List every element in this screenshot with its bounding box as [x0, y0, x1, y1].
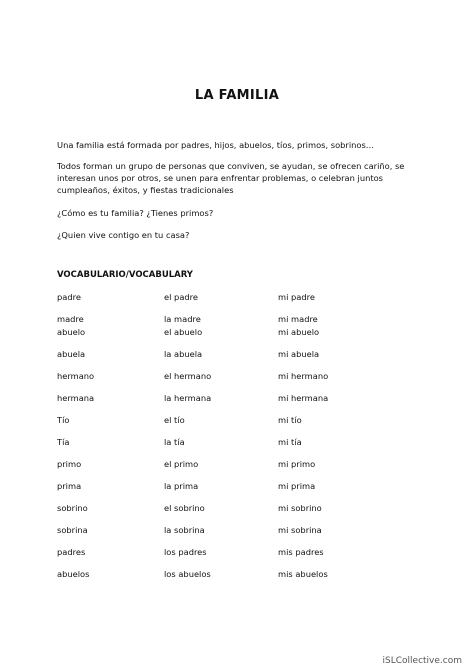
vocab-row — [0, 415, 474, 427]
vocab-row — [0, 327, 474, 339]
vocab-with-article: el primo — [164, 459, 199, 469]
vocab-row — [0, 503, 474, 515]
vocab-with-possessive: mis padres — [278, 547, 324, 557]
vocab-word: sobrina — [57, 525, 88, 535]
vocab-with-possessive: mis abuelos — [278, 569, 328, 579]
vocab-with-article: la madre — [164, 314, 201, 324]
vocab-with-possessive: mi sobrina — [278, 525, 322, 535]
page-title: LA FAMILIA — [194, 88, 280, 103]
vocab-row — [0, 314, 474, 326]
vocab-word: hermano — [57, 371, 95, 381]
vocab-with-possessive: mi madre — [278, 314, 318, 324]
vocab-with-article: el sobrino — [164, 503, 205, 513]
vocab-with-possessive: mi tío — [278, 415, 302, 425]
vocab-word: abuelos — [57, 569, 90, 579]
vocab-with-article: la tía — [164, 437, 185, 447]
vocab-row — [0, 525, 474, 537]
vocab-with-possessive: mi padre — [278, 292, 315, 302]
vocab-word: abuela — [57, 349, 86, 359]
vocab-row — [0, 569, 474, 581]
vocab-with-article: los abuelos — [164, 569, 211, 579]
vocab-with-possessive: mi sobrino — [278, 503, 322, 513]
vocab-word: prima — [57, 481, 82, 491]
vocab-word: padres — [57, 547, 86, 557]
vocab-with-possessive: mi abuela — [278, 349, 320, 359]
vocab-word: abuelo — [57, 327, 86, 337]
vocab-row — [0, 371, 474, 383]
vocab-with-article: el padre — [164, 292, 198, 302]
vocab-with-possessive: mi tía — [278, 437, 302, 447]
question-household: ¿Quien vive contigo en tu casa? — [57, 230, 190, 240]
vocab-word: padre — [57, 292, 81, 302]
vocab-row — [0, 547, 474, 559]
vocab-with-possessive: mi abuelo — [278, 327, 320, 337]
vocab-with-article: el abuelo — [164, 327, 203, 337]
vocab-row — [0, 292, 474, 304]
vocab-with-article: la abuela — [164, 349, 203, 359]
vocab-with-article: los padres — [164, 547, 207, 557]
vocab-row — [0, 393, 474, 405]
vocab-with-article: la sobrina — [164, 525, 205, 535]
description-paragraph: Todos forman un grupo de personas que conviven, se ayudan, se ofrecen cariño, se interesan unos por otros, se unen para enfrentar problemas, o celebran juntos cumpleaños, éxitos, y fiestas tradicionales — [57, 161, 405, 195]
vocab-with-possessive: mi primo — [278, 459, 316, 469]
vocab-with-possessive: mi hermano — [278, 371, 329, 381]
vocabulary-heading: VOCABULARIO/VOCABULARY — [57, 270, 193, 280]
vocab-with-article: la hermana — [164, 393, 212, 403]
vocab-word: Tío — [57, 415, 70, 425]
question-family: ¿Cómo es tu familia? ¿Tienes primos? — [57, 208, 214, 218]
vocab-word: madre — [57, 314, 84, 324]
vocab-row — [0, 459, 474, 471]
vocab-word: hermana — [57, 393, 95, 403]
vocab-with-article: la prima — [164, 481, 199, 491]
vocab-row — [0, 437, 474, 449]
vocab-word: sobrino — [57, 503, 88, 513]
vocab-with-possessive: mi prima — [278, 481, 316, 491]
vocab-with-article: el hermano — [164, 371, 212, 381]
vocab-row — [0, 349, 474, 361]
vocab-word: primo — [57, 459, 82, 469]
vocab-row — [0, 481, 474, 493]
vocab-with-article: el tío — [164, 415, 185, 425]
vocab-with-possessive: mi hermana — [278, 393, 329, 403]
watermark[interactable]: iSLCollective.com — [382, 656, 462, 666]
vocab-word: Tía — [57, 437, 70, 447]
intro-paragraph: Una familia está formada por padres, hijos, abuelos, tíos, primos, sobrinos… — [57, 140, 375, 150]
